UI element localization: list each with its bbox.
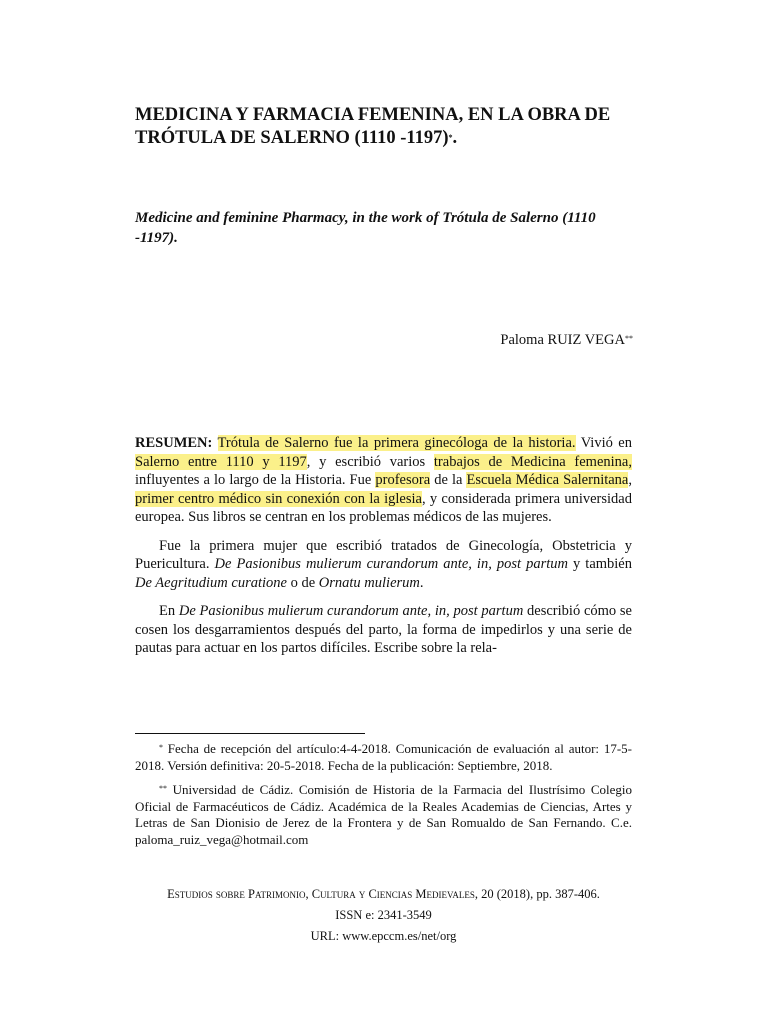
journal-citation <box>135 884 632 905</box>
work-title: De Aegritudium curatione <box>135 574 287 591</box>
title-text: MEDICINA Y FARMACIA FEMENINA, EN LA OBRA DE TRÓTULA DE SALERNO (1110 -1197) <box>135 105 611 148</box>
journal-volume-pages: , 20 (2018), pp. 387-406. <box>474 887 600 901</box>
abstract-text: En <box>159 603 179 619</box>
highlight: trabajos de Medicina femenina, <box>433 453 632 470</box>
work-title: Ornatu mulierum <box>318 574 420 591</box>
footnote-2 <box>135 782 632 848</box>
abstract-text <box>212 435 217 451</box>
abstract-label: ESUMEN: <box>145 435 213 451</box>
abstract-text: o de <box>286 574 319 591</box>
author-name: Paloma RUIZ VEGA <box>500 332 625 348</box>
journal-url: URL: www.epccm.es/net/org <box>310 929 457 943</box>
highlight: primer centro médico sin conexión con la iglesia <box>135 490 422 507</box>
highlight: Escuela Médica Salernitana <box>466 472 629 488</box>
title-footnote-mark: * <box>448 133 453 142</box>
article-title <box>135 104 635 150</box>
abstract-text: Vivió en <box>575 435 632 451</box>
title-period: . <box>452 128 458 148</box>
journal-name: Estudios sobre Patrimonio, Cultura y Ciencias Medievales <box>167 887 475 901</box>
highlight: Salerno entre 1110 y 1197 <box>135 453 307 470</box>
abstract-text: , y considerada primera universidad europea. Sus libros se centran en los problemas médicos de las mujeres. <box>135 490 632 525</box>
highlight: profesora <box>375 472 431 488</box>
footnote-text: Fecha de recepción del artículo:4-4-2018. Comunicación de evaluación al autor: 17-5-2018. Versión definitiva: 20-5-2018. Fecha de la publicación: Septiembre, 2018. <box>135 741 632 773</box>
abstract-text: de la <box>430 472 467 488</box>
author-footnote-mark: ** <box>625 334 633 343</box>
abstract-text: describió cómo se cosen los desgarramientos después del parto, la forma de impedirlos y una serie de pautas para actuar en los partos difíciles. Escribe sobre la rela- <box>135 603 632 656</box>
abstract-label-initial: R <box>135 435 146 451</box>
author-line <box>500 331 633 349</box>
abstract-text: Fue la primera mujer que escribió tratados de Ginecología, Obstetricia y Puericultura. <box>135 537 632 572</box>
journal-footer <box>135 884 632 947</box>
highlight: Trótula de Salerno fue la primera ginecóloga de la historia. <box>217 435 576 451</box>
abstract-text: , y escribió varios <box>306 453 434 470</box>
footnotes <box>135 741 632 856</box>
footnote-mark: ** <box>159 784 167 793</box>
abstract-paragraph-3 <box>135 602 632 658</box>
abstract-text: influyentes a lo largo de la Historia. Fue <box>135 472 376 488</box>
abstract-paragraph-1 <box>135 434 632 527</box>
footnote-text: Universidad de Cádiz. Comisión de Historia de la Farmacia del Ilustrísimo Colegio Oficial de Farmacéuticos de Cádiz. Académica de la Reales Academias de Ciencias, Artes y Letras de San Dionisio de Jerez de la Frontera y de San Romualdo de San Fernando. C.e. paloma_ruiz_vega@hotmail.com <box>135 782 632 847</box>
work-title: De Pasionibus mulierum curandorum ante, in, post partum <box>178 603 524 619</box>
work-title: De Pasionibus mulierum curandorum ante, in, post partum <box>214 556 568 572</box>
footnote-divider <box>135 733 365 734</box>
abstract-text: y también <box>567 556 632 572</box>
footnote-mark: * <box>159 743 163 752</box>
article-subtitle: Medicine and feminine Pharmacy, in the work of Trótula de Salerno (1110 -1197). <box>135 210 596 246</box>
abstract-text: . <box>419 574 424 591</box>
journal-issn: ISSN e: 2341-3549 <box>335 908 432 922</box>
abstract-text: , <box>628 472 632 488</box>
footnote-1 <box>135 741 632 774</box>
abstract-paragraph-2 <box>135 537 632 593</box>
abstract-section <box>135 434 632 668</box>
